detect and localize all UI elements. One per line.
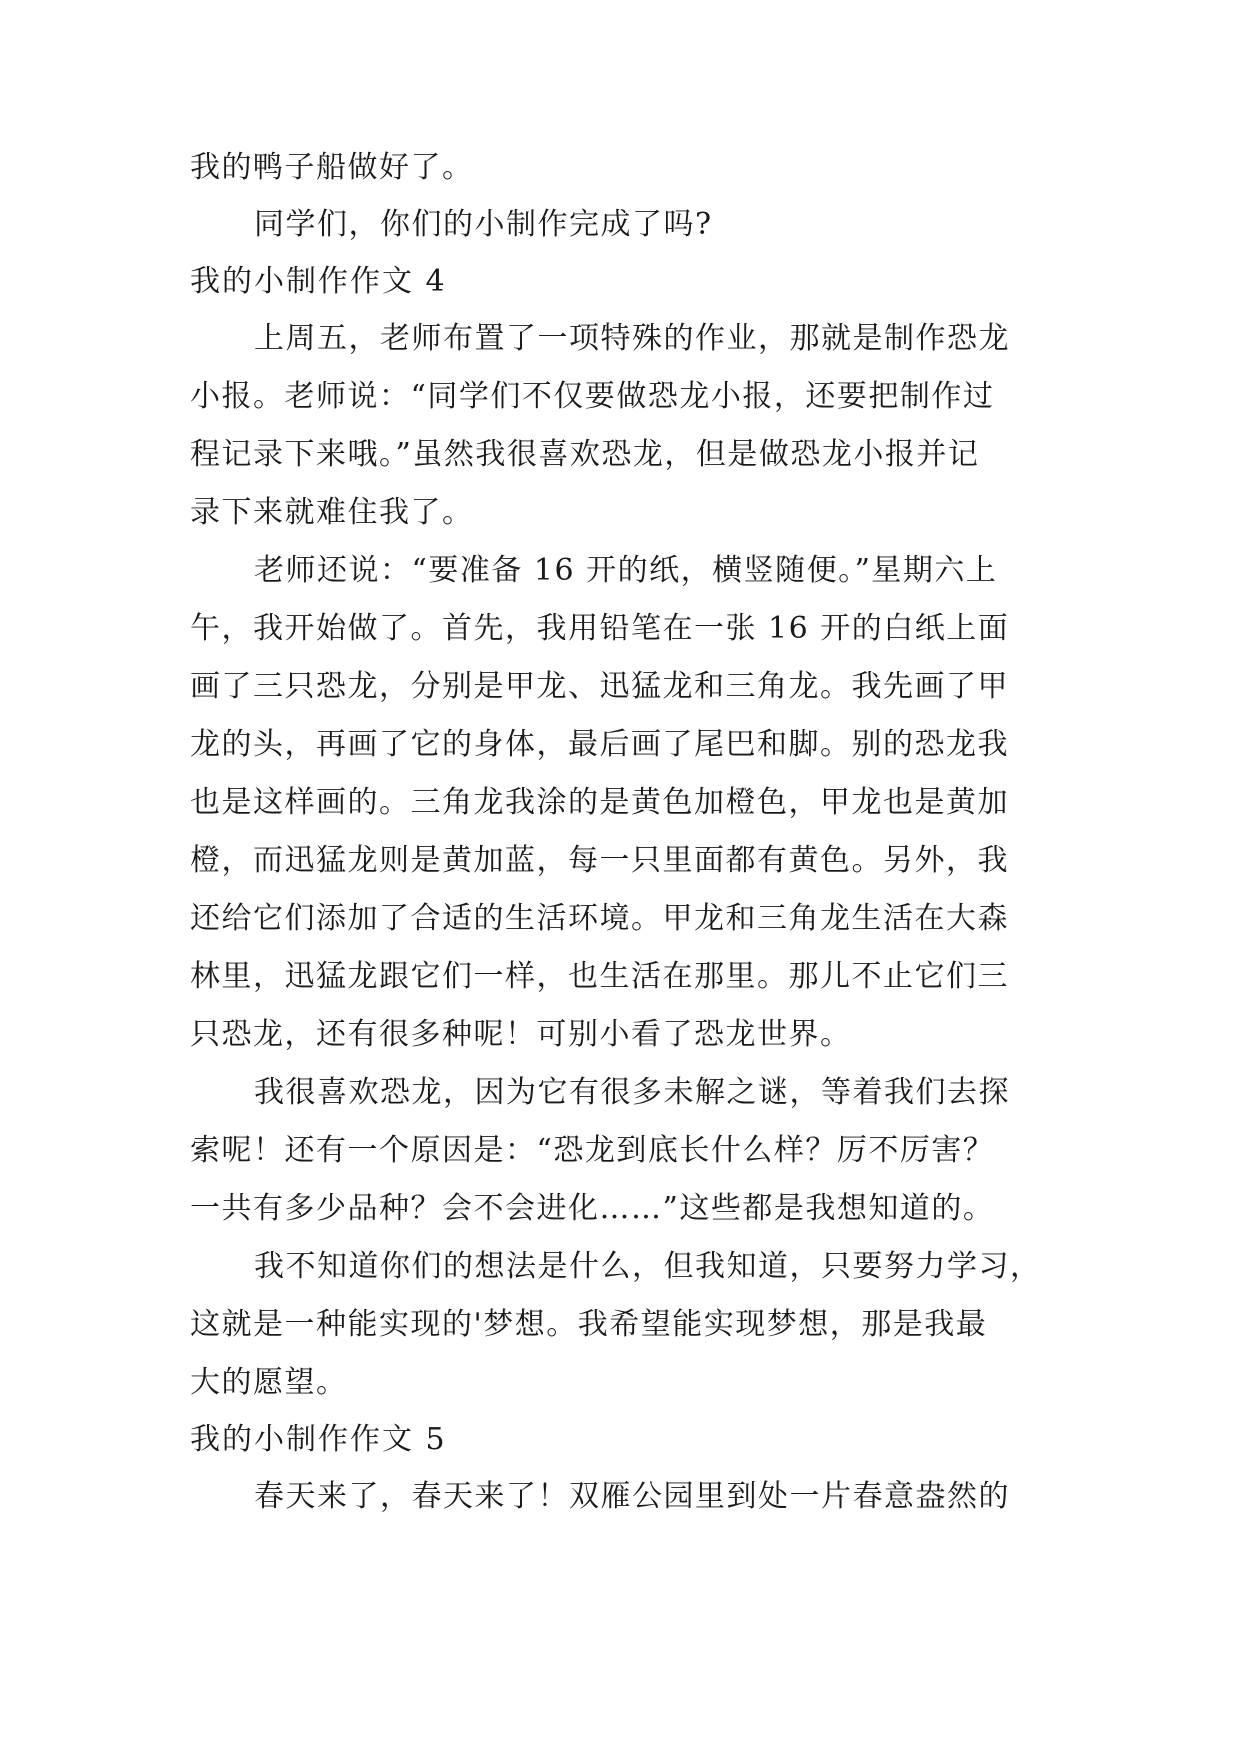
paragraph-line: 龙的头，再画了它的身体，最后画了尾巴和脚。别的恐龙我 xyxy=(190,727,1009,762)
paragraph-line: 索呢！还有一个原因是：“恐龙到底长什么样？厉不厉害？ xyxy=(190,1133,995,1168)
section-heading: 我的小制作作文 4 xyxy=(190,264,447,299)
paragraph-line: 春天来了，春天来了！双雁公园里到处一片春意盎然的 xyxy=(254,1479,1010,1514)
paragraph-line: 也是这样画的。三角龙我涂的是黄色加橙色，甲龙也是黄加 xyxy=(190,785,1009,820)
paragraph-line: 我很喜欢恐龙，因为它有很多未解之谜，等着我们去探 xyxy=(254,1075,1010,1110)
paragraph-line: 画了三只恐龙，分别是甲龙、迅猛龙和三角龙。我先画了甲 xyxy=(190,669,1009,704)
paragraph-line: 只恐龙，还有很多种呢！可别小看了恐龙世界。 xyxy=(190,1017,852,1052)
section-heading: 我的小制作作文 5 xyxy=(190,1422,447,1457)
paragraph-line: 老师还说：“要准备 16 开的纸，横竖随便。”星期六上 xyxy=(254,553,998,588)
paragraph-line: 橙，而迅猛龙则是黄加蓝，每一只里面都有黄色。另外，我 xyxy=(190,843,1009,878)
paragraph-line: 上周五，老师布置了一项特殊的作业，那就是制作恐龙 xyxy=(254,321,1010,356)
paragraph-line: 程记录下来哦。”虽然我很喜欢恐龙，但是做恐龙小报并记 xyxy=(190,437,980,472)
paragraph-line: 还给它们添加了合适的生活环境。甲龙和三角龙生活在大森 xyxy=(190,901,1009,936)
paragraph-line: 录下来就难住我了。 xyxy=(190,495,474,530)
paragraph-line: 一共有多少品种？会不会进化……”这些都是我想知道的。 xyxy=(190,1191,995,1226)
paragraph-line: 林里，迅猛龙跟它们一样，也生活在那里。那儿不止它们三 xyxy=(190,959,1009,994)
paragraph-line: 同学们，你们的小制作完成了吗? xyxy=(254,207,713,242)
paragraph-line: 大的愿望。 xyxy=(190,1365,348,1400)
paragraph-line: 小报。老师说：“同学们不仅要做恐龙小报，还要把制作过 xyxy=(190,379,995,414)
paragraph-line: 这就是一种能实现的'梦想。我希望能实现梦想，那是我最 xyxy=(190,1307,988,1342)
paragraph-line: 午，我开始做了。首先，我用铅笔在一张 16 开的白纸上面 xyxy=(190,611,1010,646)
paragraph-line: 我的鸭子船做好了。 xyxy=(190,150,474,185)
paragraph-line: 我不知道你们的想法是什么，但我知道，只要努力学习， xyxy=(254,1249,1042,1284)
